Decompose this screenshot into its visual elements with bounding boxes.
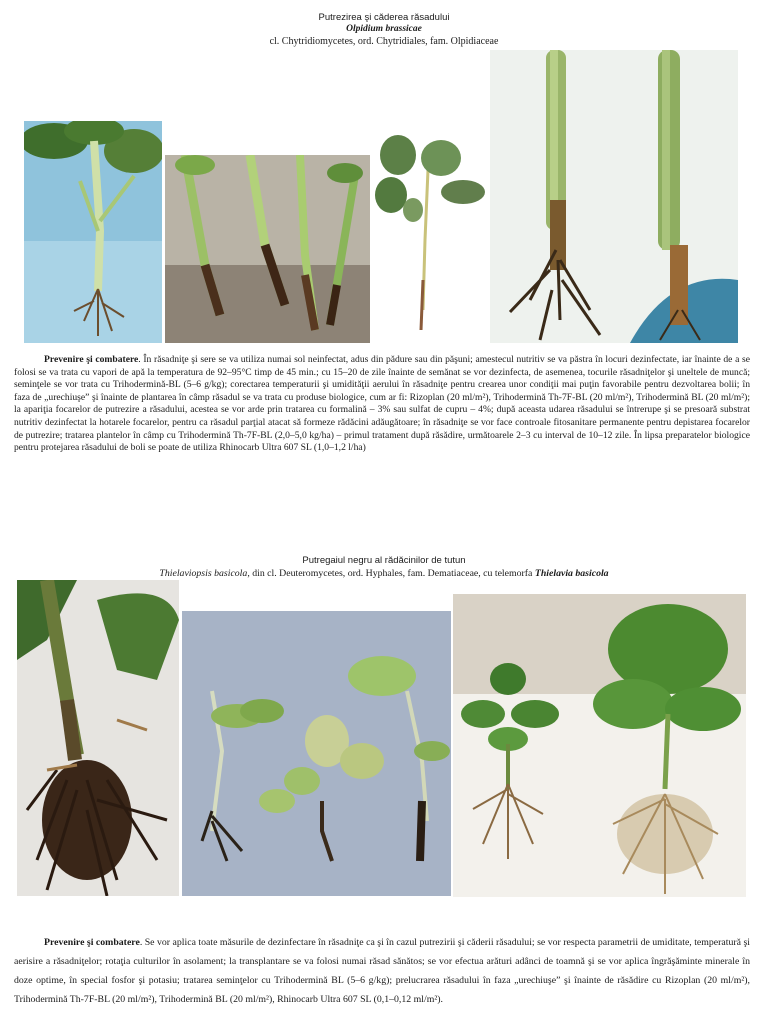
healthy-vs-diseased-plants-photo (453, 594, 746, 897)
section1-classification: cl. Chytridiomycetes, ord. Chytridiales, fam. Olpidiaceae (269, 36, 499, 47)
section1-title: Putrezirea şi căderea răsadului (318, 12, 450, 23)
rotten-stems-photo (490, 50, 738, 343)
section2-teleomorph: Thielavia basicola (534, 568, 609, 579)
section2-paragraph (14, 933, 750, 1009)
tobacco-plant-white-photo (373, 130, 488, 343)
black-root-rot-stem-photo (17, 580, 179, 896)
section2-text: . Se vor aplica toate măsurile de dezinfectare în răsadniţe ca şi în cazul putrezirii şi căderii răsadului; se vor respecta parametrii de umiditate, temperatură şi aerisire a răsadniţelor; rotaţia culturilor în asolament; la transplantare se va folosi numai răsad sănătos; se vor efectua arături adânci de toamnă şi se vor aplica îngrăşăminte minerale în doze optime, în special fosfor şi potasiu; tratarea seminţelor cu Trihodermină BL (5–6 g/kg); prelucrarea răsadului în faza „urechiuşe” şi înainte de răsădire cu Rizoplan (20 ml/m²), Trihodermină Th-7F-BL (20 ml/m²), Trihodermină BL (20 ml/m²), Rhinocarb Ultra 607 SL (0,1–0,12 ml/m²). (14, 937, 750, 1005)
infected-seedlings-photo (182, 611, 451, 896)
seedling-blue-photo (24, 121, 162, 343)
section1-heading: Prevenire şi combatere (44, 354, 139, 365)
section2-species: Thielaviopsis basicola (159, 568, 248, 579)
section1-paragraph (14, 354, 750, 455)
section2-heading: Prevenire şi combatere (44, 937, 140, 948)
section1-text: . În răsadniţe şi sere se va utiliza numai sol neinfectat, adus din pădure sau din păşuni; amestecul nutritiv se va păstra în locuri dezinfectate, iar înainte de a se folosi se va trata cu vapori de apă la temperatura de 92–95°C timp de 45 min.; cu 15–20 de zile înainte de semănat se vor dezinfecta, de asemenea, tocurile răsadniţelor şi uneltele de muncă; seminţele se vor trata cu Trihodermină-BL (5–6 g/kg); corectarea temperaturii şi umidităţii aerului în răsadniţe pentru crearea unor condiţii mai puţin favorabile pentru dezvoltarea bolii; în faza de „urechiuşe” şi înainte de plantarea în câmp răsadul se va trata cu produse biologice, cum ar fi: Rizoplan (20 ml/m²), Trihodermină Th-7F-BL (20 ml/m²), Trihodermină BL (20 ml/m²); la apariţia focarelor de putrezire a răsadului, acestea se vor arde prin tratarea cu formalină – 3% sau sulfat de cupru – 4%; după aceasta udarea răsadului se întrerupe şi se presoară substrat nutritiv dezinfectat la hotarele focarelor, pentru ca răsadul parţial atacat să formeze rădăcini adăugătoare; în răsadniţe se vor face controale fitosanitare permanente pentru depistarea focarelor de putrezire; tratarea plantelor în câmp cu Trihodermină Th-7F-BL (2,0–5,0 kg/ha) – primul tratament după răsădire, următoarele 2–3 cu interval de 10–12 zile. În lipsa preparatelor biologice pentru protejarea răsadului de boli se poate de utiliza Rhinocarb Ultra 607 SL (1,0–1,2 l/ha) (14, 354, 750, 454)
section2-classification-line (0, 568, 768, 579)
damping-off-seedlings-photo (165, 155, 370, 343)
section2-title: Putregaiul negru al rădăcinilor de tutun (302, 555, 466, 566)
section2-classification: , din cl. Deuteromycetes, ord. Hyphales, fam. Dematiaceae, cu telemorfa (247, 568, 535, 579)
section1-species: Olpidium brassicae (346, 24, 422, 34)
